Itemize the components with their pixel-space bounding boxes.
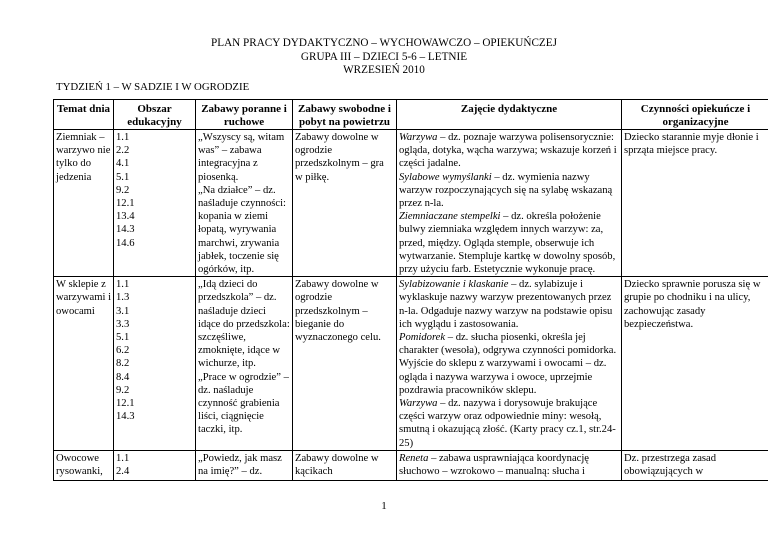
cell-free: Zabawy dowolne w ogrodzie przedszkolnym – bieganie do wyznaczonego celu. xyxy=(293,277,397,451)
lesson-title: Sylabizowanie i klaskanie xyxy=(399,279,509,291)
page-number: 1 xyxy=(381,500,387,512)
cell-care: Dziecko starannie myje dłonie i sprząta miejsce pracy. xyxy=(622,130,768,277)
cell-lesson xyxy=(397,130,622,277)
cell-morning: „Idą dzieci do przedszkola” – dz. naśladuje dzieci idące do przedszkola: szczęśliwe, zmoknięte, idące w wichurze, itp. „Prace w ogrodzie” – dz. naśladuje czynność grabienia liści, ciągnięcie taczki, itp. xyxy=(196,277,293,451)
col-header-topic: Temat dnia xyxy=(54,100,114,130)
cell-morning: „Powiedz, jak masz na imię?” – dz. xyxy=(196,450,293,480)
cell-topic: Ziemniak – warzywo nie tylko do jedzenia xyxy=(54,130,114,277)
lesson-text: Wyjście do sklepu z warzywami i owocami – dz. ogląda i nazywa warzywa i owoce, uprzejmie pozdrawia pracowników sklepu. xyxy=(399,358,607,396)
lesson-title: Warzywa xyxy=(399,132,438,143)
cell-areas: 1.1 1.3 3.1 3.3 5.1 6.2 8.2 8.4 9.2 12.1 14.3 xyxy=(114,277,196,451)
lesson-text: – zabawa usprawniająca koordynację słuchowo – wzrokowo – manualną: słucha i xyxy=(399,452,590,478)
cell-topic: Owocowe rysowanki, xyxy=(54,450,114,480)
lesson-text: – dz. słucha piosenki, określa jej charakter (wesoła), odgrywa czynności pomidorka. xyxy=(399,332,617,357)
cell-free: Zabawy dowolne w ogrodzie przedszkolnym – gra w piłkę. xyxy=(293,130,397,277)
col-header-morning: Zabawy poranne i ruchowe xyxy=(196,100,293,130)
table-row xyxy=(54,130,768,277)
plan-table xyxy=(53,99,768,481)
table-row xyxy=(54,277,768,451)
cell-topic: W sklepie z warzywami i owocami xyxy=(54,277,114,451)
header-month: WRZESIEŃ 2010 xyxy=(343,64,425,76)
lesson-text: – dz. sylabizuje i wyklaskuje nazwy warzyw prezentowanych przez n-la. Odgaduje nazwy warzyw na podstawie opisu ich wyglądu i zastosowania. xyxy=(399,279,613,330)
document-header xyxy=(0,37,768,78)
lesson-title: Ziemniaczane stempelki xyxy=(399,211,501,223)
lesson-title: Sylabowe wymyślanki xyxy=(399,171,492,183)
lesson-text: – dz. nazywa i dorysowuje brakujące części warzyw oraz odpowiednie miny: wesołą, smutną i okazującą złość. (Karty pracy cz.1, str.24-25) xyxy=(399,398,616,449)
lesson-text: – dz. wymienia nazwy warzyw rozpoczynających się na sylabę wskazaną przez n-la. xyxy=(399,171,613,210)
col-header-lesson: Zajęcie dydaktyczne xyxy=(397,100,622,130)
cell-lesson xyxy=(397,277,622,451)
header-title: PLAN PRACY DYDAKTYCZNO – WYCHOWAWCZO – OPIEKUŃCZEJ xyxy=(211,37,557,49)
lesson-title: Pomidorek xyxy=(399,332,446,344)
table-header-row xyxy=(54,100,768,130)
cell-care: Dziecko sprawnie porusza się w grupie po chodniku i na ulicy, zachowując zasady bezpieczeństwa. xyxy=(622,277,768,451)
cell-care: Dz. przestrzega zasad obowiązujących w xyxy=(622,450,768,480)
cell-areas: 1.1 2.4 xyxy=(114,450,196,480)
cell-areas: 1.1 2.2 4.1 5.1 9.2 12.1 13.4 14.3 14.6 xyxy=(114,130,196,277)
header-group: GRUPA III – DZIECI 5-6 – LETNIE xyxy=(300,50,468,63)
cell-morning: „Wszyscy są, witam was” – zabawa integracyjna z piosenką. „Na działce” – dz. naśladuje czynności: kopania w ziemi łopatą, wyrywania marchwi, zrywania jabłek, toczenie się ogórków, itp. xyxy=(196,130,293,277)
col-header-area: Obszar edukacyjny xyxy=(114,100,196,130)
col-header-free: Zabawy swobodne i pobyt na powietrzu xyxy=(293,100,397,130)
week-title: TYDZIEŃ 1 – W SADZIE I W OGRODZIE xyxy=(56,81,250,93)
lesson-title: Warzywa xyxy=(399,398,438,410)
table-row xyxy=(54,450,768,480)
cell-lesson xyxy=(397,450,622,480)
lesson-text: – dz. poznaje warzywa polisensorycznie: ogląda, dotyka, wącha warzywa; wskazuje korzeń i części jadalne. xyxy=(399,132,617,170)
lesson-title: Reneta xyxy=(399,452,429,464)
lesson-text: – dz. określa położenie bulwy ziemniaka względem innych warzyw: za, przed, między. Ogląda stemple, obserwuje ich wytwarzanie. Stempluje kartkę w dowolny sposób, przy użyciu farb. Estetycznie wykonuje pracę. xyxy=(399,211,616,276)
col-header-care: Czynności opiekuńcze i organizacyjne xyxy=(622,100,768,130)
cell-free: Zabawy dowolne w kącikach xyxy=(293,450,397,480)
